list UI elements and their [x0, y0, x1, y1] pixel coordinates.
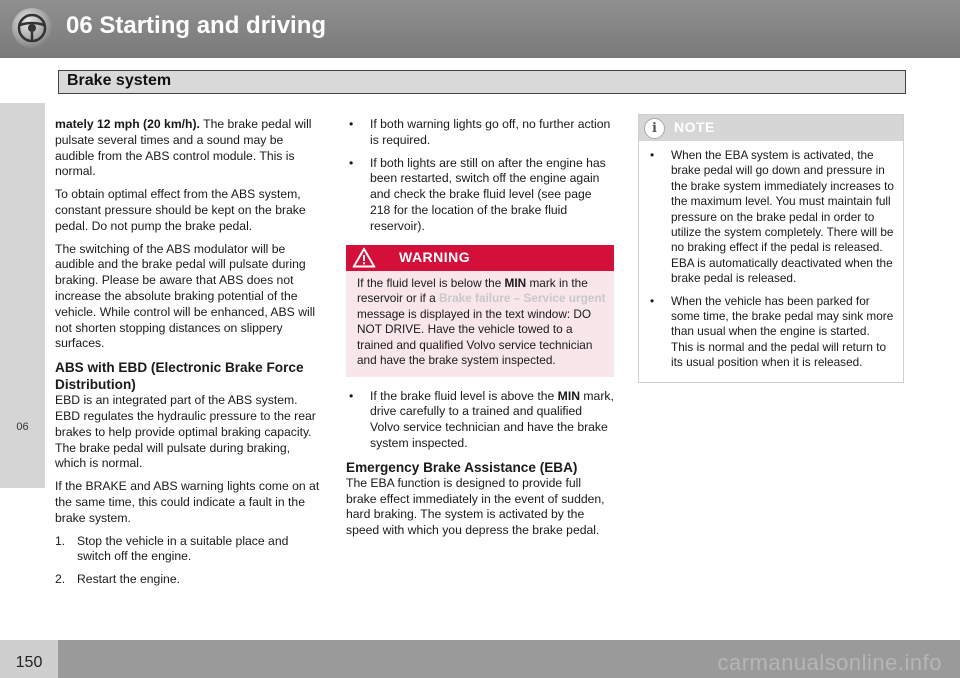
step-text: Stop the vehicle in a suitable place and switch off the engine. [77, 533, 289, 564]
step-number: 1. [55, 533, 66, 548]
section-bar [58, 70, 906, 94]
bullet-text: If the brake fluid level is above the [370, 388, 558, 403]
note-box [638, 114, 904, 383]
note-title: NOTE [674, 119, 715, 135]
warning-text-part: If the fluid level is below the [357, 275, 505, 290]
warning-text [346, 271, 614, 377]
section-title: Brake system [67, 72, 172, 89]
bullet-list [647, 148, 895, 371]
list-item [346, 389, 614, 452]
numbered-steps [55, 534, 323, 588]
bullet-dot: • [650, 148, 655, 162]
bullet-dot: • [349, 388, 354, 403]
chapter-side-tab [0, 103, 45, 488]
list-item [55, 534, 323, 566]
bullet-text: When the vehicle has been parked for some time, the brake pedal may sink more than usual when the engine is started. This is normal and the pedal will return to its usual position when it is released. [671, 293, 894, 370]
list-item [647, 148, 895, 287]
warning-title: WARNING [399, 248, 471, 265]
paragraph: The EBA function is designed to provide full brake effect immediately in the event of sudden, hard braking. The system is activated by the speed with which you depress the brake pedal. [346, 475, 605, 538]
side-tab-label: 06 [16, 421, 29, 433]
warning-triangle-icon [352, 247, 376, 268]
note-body [639, 141, 903, 382]
bullet-dot: • [650, 293, 655, 308]
step-text: Restart the engine. [77, 572, 180, 587]
paragraph: To obtain optimal effect from the ABS system, constant pressure should be kept on the brake pedal. Do not pump the brake pedal. [55, 187, 306, 233]
warning-header [346, 245, 614, 271]
page-footer [0, 640, 960, 678]
paragraph [55, 117, 323, 180]
bullet-dot: • [349, 155, 354, 170]
warning-box [346, 245, 614, 377]
bullet-text: mark, drive carefully to a trained and qualified Volvo service technician and have the brake system inspected. [370, 388, 614, 450]
column-1 [55, 117, 323, 595]
min-label: MIN [557, 388, 581, 403]
paragraph: The switching of the ABS modulator will be audible and the brake pedal will pulsate during braking. Please be aware that ABS does not increase the absolute braking potential of the vehicle. While control will be enhanced, ABS will not shorten stopping distances on slippery surfaces. [55, 241, 316, 351]
page-number: 150 [15, 654, 43, 671]
step-number: 2. [55, 572, 66, 587]
info-icon: i [644, 118, 665, 139]
note-header [639, 115, 903, 141]
bold-text: mately 12 mph (20 km/h). [55, 117, 200, 131]
column-3 [638, 114, 904, 383]
watermark: carmanualsonline.info [717, 650, 942, 675]
bullet-list [346, 117, 614, 235]
bullet-list [346, 389, 614, 452]
bullet-text: If both warning lights go off, no further action is required. [370, 117, 611, 147]
section-heading: ABS with EBD (Electronic Brake Force Distribution) [55, 360, 304, 393]
list-item [647, 294, 895, 371]
list-item [346, 117, 614, 149]
column-2 [346, 117, 614, 546]
warning-text-part: mark in the reservoir or if a [357, 275, 588, 306]
paragraph-text: The brake pedal will pulsate several times and a sound may be audible from the ABS control module. This is normal. [55, 117, 312, 179]
bullet-text: When the EBA system is activated, the brake pedal will go down and pressure in the brake system immediately increases to the maximum level. You must maintain full pressure on the brake pedal in order to utilize the system completely. There will be no braking effect if the pedal is released. EBA is automatically deactivated when the brake pedal is released. [671, 148, 894, 286]
chapter-header [0, 0, 960, 58]
min-label: MIN [504, 275, 527, 290]
list-item [55, 572, 323, 588]
paragraph: EBD is an integrated part of the ABS system. EBD regulates the hydraulic pressure to the rear brakes to help provide optimal braking capacity. The brake pedal will pulsate during braking, which is normal. [55, 393, 316, 471]
steering-wheel-icon [12, 8, 52, 48]
page-number-box [0, 640, 58, 678]
warning-text-part: message is displayed in the text window: DO NOT DRIVE. Have the vehicle towed to a trained and qualified Volvo service technician and have the brake system inspected. [357, 306, 593, 368]
chapter-title: 06 Starting and driving [66, 12, 327, 39]
bullet-text: If both lights are still on after the engine has been restarted, switch off the engine again and check the brake fluid level (see page 218 for the location of the brake fluid reservoir). [370, 155, 606, 233]
bullet-dot: • [349, 117, 354, 131]
paragraph: If the BRAKE and ABS warning lights come on at the same time, this could indicate a fault in the brake system. [55, 479, 320, 525]
display-message: Brake failure – Service urgent [438, 291, 606, 306]
section-heading: Emergency Brake Assistance (EBA) [346, 459, 578, 475]
list-item [346, 156, 614, 235]
